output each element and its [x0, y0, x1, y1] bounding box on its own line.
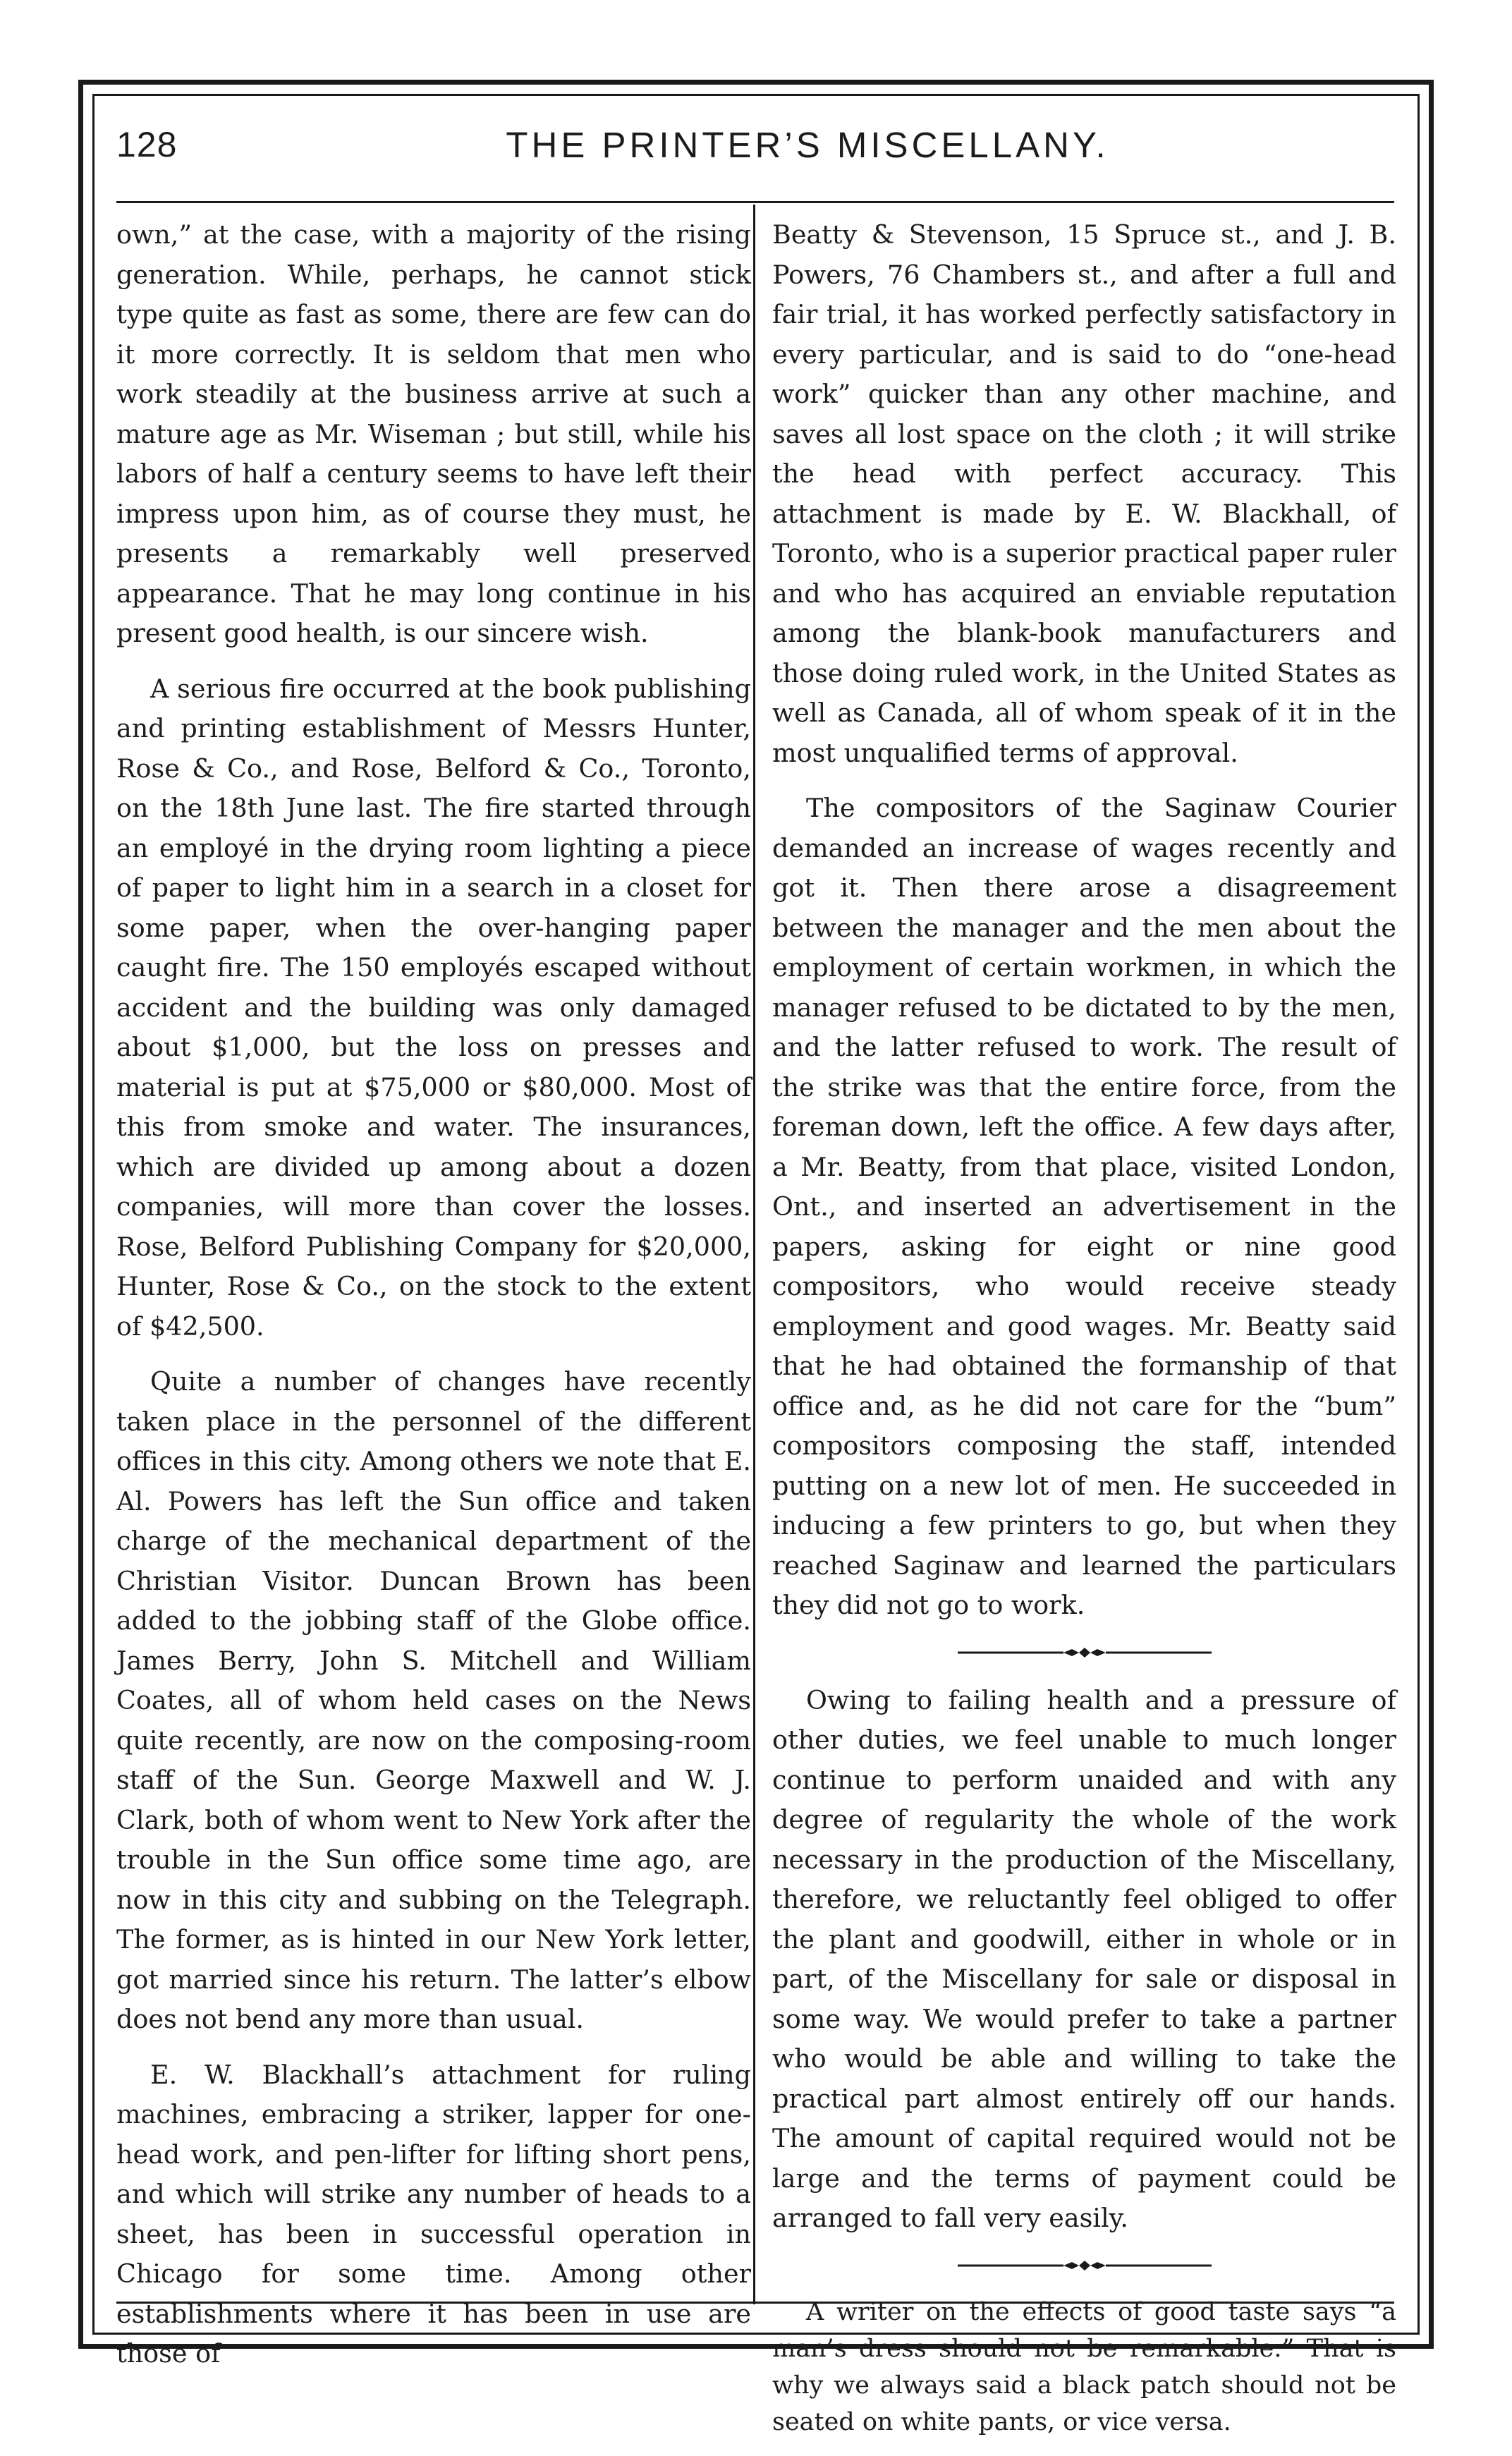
paragraph-blackhall-attachment: E. W. Blackhall’s attachment for ruling machines, embracing a striker, lapper for one-head work, and pen-lifter for lifting short pens, and which will strike any number of heads to a sheet, has been in successful operation in Chicago for some time. Among other establishments where it has been in use are those of	[116, 2059, 751, 2369]
paragraph-blackhall-continued: Beatty & Stevenson, 15 Spruce st., and J. B. Powers, 76 Chambers st., and after a full and fair trial, it has worked perfectly satisfactory in every particular, and is said to do “one-head work” quicker than any other machine, and saves all lost space on the cloth ; it will strike the head with perfect accuracy. This attachment is made by E. W. Blackhall, of Toronto, who is a superior practical paper ruler and who has acquired an enviable reputation among the blank-book manufacturers and those doing ruled work, in the United States as well as Canada, all of whom speak of it in the most unqualified terms of approval.	[772, 219, 1396, 768]
ornament-divider-icon	[958, 1646, 1212, 1660]
left-column	[116, 215, 751, 2390]
paragraph-wiseman-continued: own,” at the case, with a majority of the rising generation. While, perhaps, he cannot stick type quite as fast as some, there are few can do it more correctly. It is seldom that men who work steadily at the business arrive at such a mature age as Mr. Wiseman ; but still, while his labors of half a century seems to have left their impress upon him, as of course they must, he presents a remarkably well preserved appearance. That he may long continue in his present good health, is our sincere wish.	[116, 219, 751, 648]
paragraph-toronto-fire: A serious fire occurred at the book publishing and printing establishment of Messrs Hunter, Rose & Co., and Rose, Belford & Co., Toronto, on the 18th June last. The fire started through an employé in the drying room lighting a piece of paper to light him in a search in a closet for some paper, when the over-hanging paper caught fire. The 150 employés escaped without accident and the building was only damaged about $1,000, but the loss on presses and material is put at $75,000 or $80,000. Most of this from smoke and water. The insurances, which are divided up among about a dozen companies, will more than cover the losses. Rose, Belford Publishing Company for $20,000, Hunter, Rose & Co., on the stock to the extent of $42,500.	[116, 673, 751, 1342]
right-column	[772, 215, 1396, 2456]
bottom-rule	[116, 2302, 1394, 2304]
paragraph-good-taste: A writer on the effects of good taste says “a man’s dress should not be remarkable.” That is why we always said a black patch should not be seated on white pants, or vice versa.	[772, 2297, 1396, 2436]
paragraph-personnel-changes: Quite a number of changes have recently taken place in the personnel of the different offices in this city. Among others we note that E. Al. Powers has left the Sun office and taken charge of the mechanical department of the Christian Visitor. Duncan Brown has been added to the jobbing staff of the Globe office. James Berry, John S. Mitchell and William Coates, all of whom held cases on the News quite recently, are now on the composing-room staff of the Sun. George Maxwell and W. J. Clark, both of whom went to New York after the trouble in the Sun office some time ago, are now in this city and subbing on the Telegraph. The former, as is hinted in our New York letter, got married since his return. The latter’s elbow does not bend any more than usual.	[116, 1366, 751, 2034]
paragraph-saginaw-strike: The compositors of the Saginaw Courier demanded an increase of wages recently and got it. Then there arose a disagreement between the manager and the men about the employment of certain workmen, in which the manager refused to be dictated to by the men, and the latter refused to work. The result of the strike was that the entire force, from the foreman down, left the office. A few days after, a Mr. Beatty, from that place, visited London, Ont., and inserted an advertisement in the papers, asking for eight or nine good compositors, who would receive steady employment and good wages. Mr. Beatty said that he had obtained the formanship of that office and, as he did not care for the “bum” compositors composing the staff, intended putting on a new lot of men. He succeeded in inducing a few printers to go, but when they reached Saginaw and learned the particulars they did not go to work.	[772, 793, 1396, 1620]
paragraph-miscellany-notice: Owing to failing health and a pressure of other duties, we feel unable to much longer continue to perform unaided and with any degree of regularity the whole of the work necessary in the production of the Miscellany, therefore, we reluctantly feel obliged to offer the plant and goodwill, either in whole or in part, of the Miscellany for sale or disposal in some way. We would prefer to take a partner who would be able and willing to take the practical part almost entirely off our hands. The amount of capital required would not be large and the terms of payment could be arranged to fall very easily.	[772, 1684, 1396, 2233]
column-divider	[753, 205, 755, 2304]
header-rule	[116, 201, 1394, 203]
page-number: 128	[116, 125, 178, 164]
running-title: THE PRINTER’S MISCELLANY.	[506, 125, 1109, 165]
ornament-divider-icon	[958, 2259, 1212, 2273]
page-header	[116, 118, 1393, 197]
